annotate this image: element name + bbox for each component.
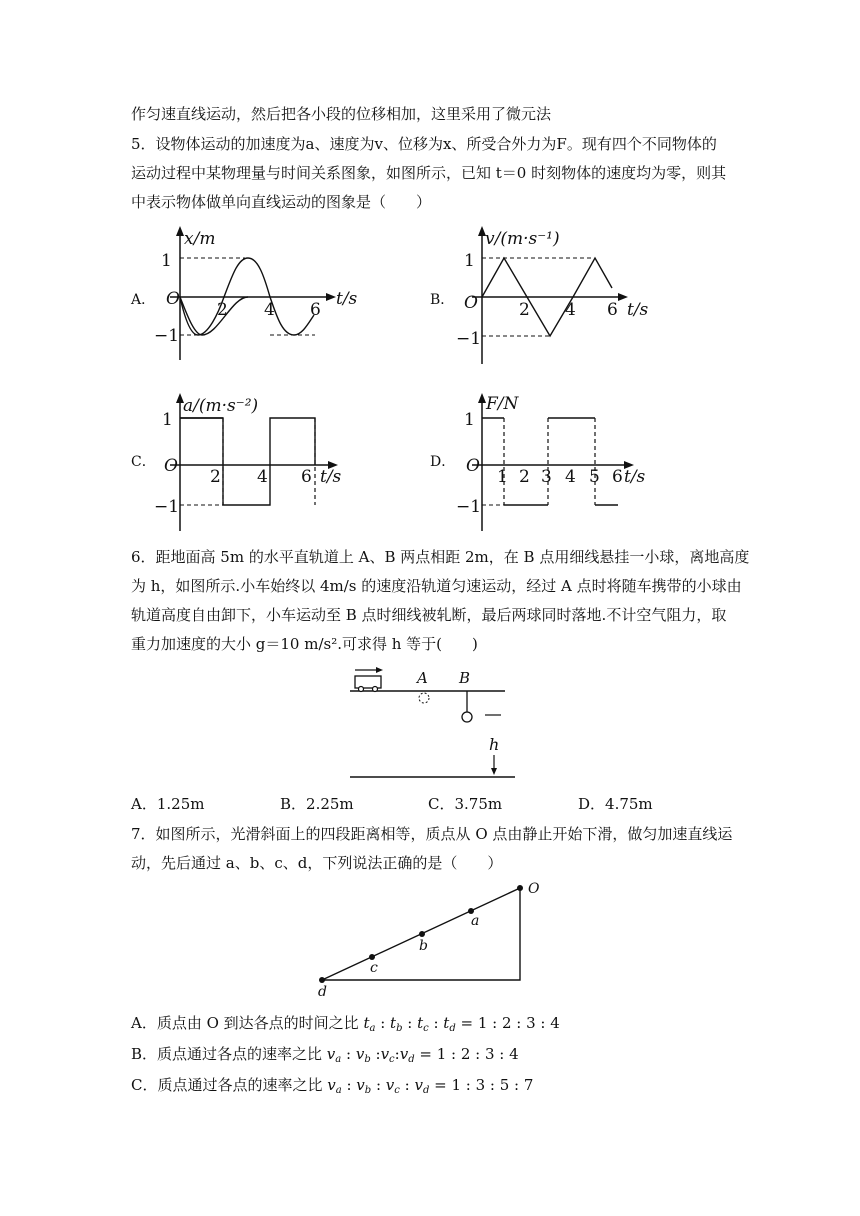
q7-line-2: 动，先后通过 a、b、c、d，下列说法正确的是（ ） — [131, 854, 503, 872]
graph-d-y1: 1 — [464, 410, 475, 430]
graph-a-origin: O — [166, 289, 180, 309]
graph-d-tick-2: 2 — [519, 467, 530, 487]
graph-c-yneg: −1 — [154, 497, 180, 517]
q6-figure — [345, 665, 525, 785]
q7-option-a: A．质点由 O 到达各点的时间之比 $t_a$ : $t_b$ : $t_c$ : $t_d = 1$ : 2 : 3 : 4 — [131, 1014, 560, 1034]
q7-option-a-text: A．质点由 O 到达各点的时间之比 — [131, 1014, 364, 1032]
q6-answer-c: C．3.75m — [428, 795, 503, 813]
q6-answer-b: B．2.25m — [280, 795, 354, 813]
q7-option-b-text: B．质点通过各点的速率之比 — [131, 1045, 327, 1063]
q7-option-b-ratio: 1 : 2 : 3 : 4 — [436, 1045, 519, 1063]
graph-c-ylabel: a/(m·s⁻²) — [183, 396, 259, 416]
point-b-label: B — [459, 669, 471, 687]
q7-option-c-text: C．质点通过各点的速率之比 — [131, 1076, 328, 1094]
graph-c — [150, 385, 370, 535]
graph-c-tick-2: 2 — [210, 467, 221, 487]
graph-a — [150, 220, 410, 370]
q5-option-a-label: A． — [131, 292, 156, 308]
q7-figure — [310, 878, 550, 998]
graph-d-yneg: −1 — [456, 497, 482, 517]
q5-line-2: 运动过程中某物理量与时间关系图象，如图所示，已知 t＝0 时刻物体的速度均为零，则其 — [131, 164, 727, 182]
q7-option-c-ratio: 1 : 3 : 5 : 7 — [451, 1076, 534, 1094]
graph-a-tick-4: 4 — [264, 300, 275, 320]
q6-answer-a: A．1.25m — [131, 795, 205, 813]
graph-c-origin: O — [164, 456, 178, 476]
graph-c-tick-6: 6 — [301, 467, 312, 487]
graph-d — [452, 385, 662, 535]
graph-b — [452, 222, 652, 372]
graph-c-y1: 1 — [162, 410, 173, 430]
point-o-label: O — [528, 881, 540, 897]
graph-a-xlabel: t/s — [336, 289, 358, 309]
point-a-label-7: a — [471, 913, 480, 929]
graph-d-tick-4: 4 — [565, 467, 576, 487]
q5-option-d-label: D． — [430, 454, 456, 470]
height-h-label: h — [489, 735, 500, 754]
point-c-label-7: c — [370, 960, 378, 976]
graph-b-origin: O — [464, 293, 478, 313]
point-a-label: A — [417, 669, 428, 687]
graph-b-xlabel: t/s — [627, 300, 649, 320]
graph-c-tick-4: 4 — [257, 467, 268, 487]
graph-b-tick-6: 6 — [607, 300, 618, 320]
q5-line-1: 5．设物体运动的加速度为a、速度为v、位移为x、所受合外力为F。现有四个不同物体的 — [131, 135, 717, 153]
text-line-1: 作匀速直线运动，然后把各小段的位移相加，这里采用了微元法 — [131, 105, 552, 123]
q6-answer-d: D．4.75m — [578, 795, 653, 813]
point-b-label-7: b — [419, 938, 428, 954]
graph-d-ylabel: F/N — [486, 394, 519, 414]
q5-option-b-label: B． — [430, 292, 455, 308]
graph-c-xlabel: t/s — [320, 467, 342, 487]
q6-line-1: 6．距地面高 5m 的水平直轨道上 A、B 两点相距 2m，在 B 点用细线悬挂一小球，离地高度 — [131, 548, 750, 566]
q7-option-c: C．质点通过各点的速率之比 $v_a$ : $v_b$ : $v_c$ : $v_d = 1$ : 3 : 5 : 7 — [131, 1076, 534, 1096]
q7-option-a-ratio: 1 : 2 : 3 : 4 — [477, 1014, 560, 1032]
cart-icon — [355, 676, 381, 688]
q7-line-1: 7．如图所示，光滑斜面上的四段距离相等，质点从 O 点由静止开始下滑，做匀加速直线运 — [131, 825, 733, 843]
q5-option-c-label: C． — [131, 454, 156, 470]
graph-a-yneg: −1 — [154, 326, 180, 346]
graph-d-tick-1: 1 — [497, 467, 508, 487]
graph-d-xlabel: t/s — [624, 467, 646, 487]
q6-line-4: 重力加速度的大小 g＝10 m/s².可求得 h 等于( ) — [131, 635, 478, 653]
q6-line-2: 为 h，如图所示.小车始终以 4m/s 的速度沿轨道匀速运动，经过 A 点时将随车携带的小球由 — [131, 577, 742, 595]
graph-d-origin: O — [466, 456, 480, 476]
graph-a-ylabel: x/m — [184, 229, 216, 249]
graph-b-ylabel: v/(m·s⁻¹) — [485, 229, 560, 249]
point-d-label-7: d — [318, 984, 327, 1000]
graph-b-tick-2: 2 — [519, 300, 530, 320]
q5-line-3: 中表示物体做单向直线运动的图象是（ ） — [131, 193, 432, 211]
graph-a-y1: 1 — [161, 251, 172, 271]
graph-b-yneg: −1 — [456, 329, 482, 349]
graph-b-tick-4: 4 — [565, 300, 576, 320]
q7-option-b: B．质点通过各点的速率之比 $v_a$ : $v_b$ $:v_c:v_d = 1$ : 2 : 3 : 4 — [131, 1045, 519, 1065]
graph-a-tick-2: 2 — [217, 300, 228, 320]
graph-a-tick-6: 6 — [310, 300, 321, 320]
q6-line-3: 轨道高度自由卸下，小车运动至 B 点时细线被轧断，最后两球同时落地.不计空气阻力，取 — [131, 606, 727, 624]
graph-d-tick-5: 5 — [589, 467, 600, 487]
graph-d-tick-6: 6 — [612, 467, 623, 487]
graph-b-y1: 1 — [464, 251, 475, 271]
graph-d-tick-3: 3 — [541, 467, 552, 487]
